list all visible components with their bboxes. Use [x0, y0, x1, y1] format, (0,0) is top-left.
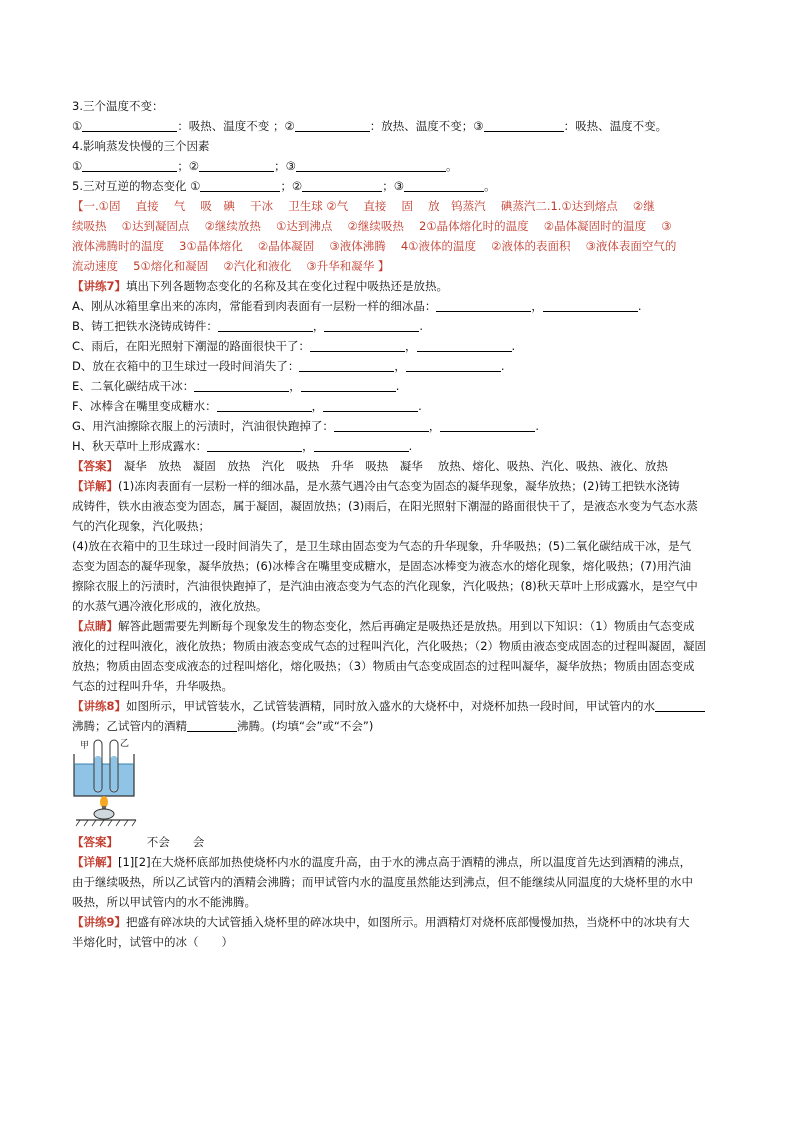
- answer-blank[interactable]: [187, 718, 237, 732]
- exercise-tag: 【讲练7】: [72, 279, 127, 293]
- answer-blank[interactable]: [484, 118, 564, 132]
- detail-line: (4)放在衣箱中的卫生球过一段时间消失了，是卫生球由固态变为气态的升华现象，升华吸热；(5)二氧化碳结成干冰，是气: [72, 539, 692, 553]
- answer-blank[interactable]: [218, 318, 313, 332]
- exercise-8-question-cont: 沸腾；乙试管内的酒精 沸腾。(均填“会”或“不会”): [72, 719, 374, 733]
- tip-line: 液化的过程叫液化，液化放热；物质由液态变成气态的过程叫汽化，汽化吸热；（2）物质由液态变成固态的过程叫凝固，凝固: [72, 639, 707, 653]
- detail-line: 由于继续吸热，所以乙试管内的酒精会沸腾；而甲试管内水的温度虽然能达到沸点，但不能继续从同温度的大烧杯里的水中: [72, 875, 693, 889]
- answer-line: 流动速度 5①熔化和凝固 ②汽化和液化 ③升华和凝华 】: [72, 259, 390, 273]
- exercise-9-question-cont: 半熔化时，试管中的冰（ ）: [72, 935, 233, 949]
- exercise-8-answer: 【答案】 不会 会: [72, 835, 205, 849]
- detail-line: 擦除衣服上的污渍时，汽油很快跑掉了，是汽油由液态变为气态的汽化现象，汽化吸热；(8)秋天草叶上形成露水，是空气中: [72, 579, 698, 593]
- answer-blank[interactable]: [207, 438, 302, 452]
- section-3-blanks: ① ：吸热、温度不变 ；② ：放热、温度不变；③ ：吸热、温度不变。: [72, 119, 668, 133]
- answer-blank[interactable]: [217, 398, 312, 412]
- detail-line: 气的汽化现象，汽化吸热；: [72, 519, 210, 533]
- section-3-title: 3.三个温度不变：: [72, 99, 164, 113]
- exercise-7-item: E、二氧化碳结成干冰： ， .: [72, 379, 400, 393]
- answer-blank[interactable]: [200, 178, 280, 192]
- exercise-7-item: D、放在衣箱中的卫生球过一段时间消失了： ， .: [72, 359, 505, 373]
- answer-blank[interactable]: [314, 438, 409, 452]
- answer-blank[interactable]: [310, 338, 405, 352]
- answer-line: 【一.①固 直接 气 吸 碘 干冰 卫生球 ②气 直接 固 放 钨蒸汽 碘蒸汽二.1.①达到熔点 ②继: [72, 199, 655, 213]
- detail-line: 态变为固态的凝华现象，凝华放热；(6)冰棒含在嘴里变成糖水，是固态冰棒变为液态水的熔化现象，熔化吸热；(7)用汽油: [72, 559, 692, 573]
- exercise-7-item: B、铸工把铁水浇铸成铸件： ， .: [72, 319, 424, 333]
- detail-line: 成铸件，铁水由液态变为固态，属于凝固，凝固放热；(3)雨后，在阳光照射下潮湿的路面很快干了，是液态水变为气态水蒸: [72, 499, 698, 513]
- exercise-7-tip: 【点睛】解答此题需要先判断每个现象发生的物态变化，然后再确定是吸热还是放热。用到以下知识：（1）物质由气态变成: [72, 619, 695, 633]
- answer-blank[interactable]: [543, 298, 638, 312]
- exercise-7-item: H、秋天草叶上形成露水： ， .: [72, 439, 413, 453]
- answer-blank[interactable]: [404, 178, 484, 192]
- answer-blank[interactable]: [199, 158, 274, 172]
- section-5: 5.三对互逆的物态变化 ① ；② ；③ 。: [72, 179, 496, 193]
- answer-blank[interactable]: [440, 418, 535, 432]
- exercise-8-detail: 【详解】[1][2]在大烧杯底部加热使烧杯内水的温度升高，由于水的沸点高于酒精的沸点，所以温度首先达到酒精的沸点，: [72, 855, 692, 869]
- answer-line: 液体沸腾时的温度 3①晶体熔化 ②晶体凝固 ③液体沸腾 4①液体的温度 ②液体的表面积 ③液体表面空气的: [72, 239, 677, 253]
- answer-blank[interactable]: [301, 378, 396, 392]
- exercise-7-item: F、冰棒含在嘴里变成糖水： ， .: [72, 399, 422, 413]
- answer-blank[interactable]: [406, 358, 501, 372]
- section-4-blanks: ① ；② ；③ 。: [72, 159, 458, 173]
- answer-blank[interactable]: [296, 158, 446, 172]
- answer-blank[interactable]: [436, 298, 531, 312]
- answer-blank[interactable]: [82, 118, 177, 132]
- detail-line: 吸热，所以甲试管内的水不能沸腾。: [72, 895, 256, 909]
- exercise-7-question: 【讲练7】填出下列各题物态变化的名称及其在变化过程中吸热还是放热。: [72, 279, 449, 293]
- exercise-7-item: G、用汽油擦除衣服上的污渍时，汽油很快跑掉了： ， .: [72, 419, 540, 433]
- exercise-7-detail: 【详解】(1)冻肉表面有一层粉一样的细冰晶，是水蒸气遇冷由气态变为固态的凝华现象，凝华放热；(2)铸工把铁水浇铸: [72, 479, 680, 493]
- answer-blank[interactable]: [194, 378, 289, 392]
- answer-blank[interactable]: [302, 178, 382, 192]
- exercise-7-item: C、雨后，在阳光照射下潮湿的路面很快干了： ， .: [72, 339, 516, 353]
- answer-blank[interactable]: [334, 418, 429, 432]
- exercise-8-question: 【讲练8】如图所示，甲试管装水，乙试管装酒精，同时放入盛水的大烧杯中，对烧杯加热一段时间，甲试管内的水: [72, 696, 724, 716]
- document-page: [72, 96, 724, 952]
- detail-line: 的水蒸气遇冷液化形成的，液化放热。: [72, 599, 268, 613]
- test-tube-figure: [72, 736, 724, 832]
- answer-line: 续吸热 ①达到凝固点 ②继续放热 ①达到沸点 ②继续吸热 2①晶体熔化时的温度 ②晶体凝固时的温度 ③: [72, 219, 672, 233]
- answer-blank[interactable]: [295, 118, 370, 132]
- section-4-title: 4.影响蒸发快慢的三个因素: [72, 139, 210, 153]
- tip-line: 气态的过程叫升华，升华吸热。: [72, 679, 233, 693]
- answer-blank[interactable]: [417, 338, 512, 352]
- exercise-9-question: 【讲练9】把盛有碎冰块的大试管插入烧杯里的碎冰块中，如图所示。用酒精灯对烧杯底部慢慢加热，当烧杯中的冰块有大: [72, 915, 690, 929]
- exercise-7-item: A、刚从冰箱里拿出来的冻肉，常能看到肉表面有一层粉一样的细冰晶： ， .: [72, 299, 642, 313]
- answer-blank[interactable]: [324, 318, 419, 332]
- tip-line: 放热；物质由固态变成液态的过程叫熔化，熔化吸热；（3）物质由气态变成固态的过程叫凝华，凝华放热；物质由固态变成: [72, 659, 695, 673]
- tube-label-b: 乙: [120, 739, 130, 749]
- answer-blank[interactable]: [323, 398, 418, 412]
- exercise-7-answer: 【答案】 凝华 放热 凝固 放热 汽化 吸热 升华 吸热 凝华 放热、熔化、吸热、汽化、吸热、液化、放热: [72, 459, 668, 473]
- answer-blank[interactable]: [655, 698, 705, 712]
- beaker-diagram: [72, 736, 172, 832]
- tube-label-a: 甲: [80, 741, 90, 751]
- answer-blank[interactable]: [299, 358, 394, 372]
- answer-blank[interactable]: [82, 158, 177, 172]
